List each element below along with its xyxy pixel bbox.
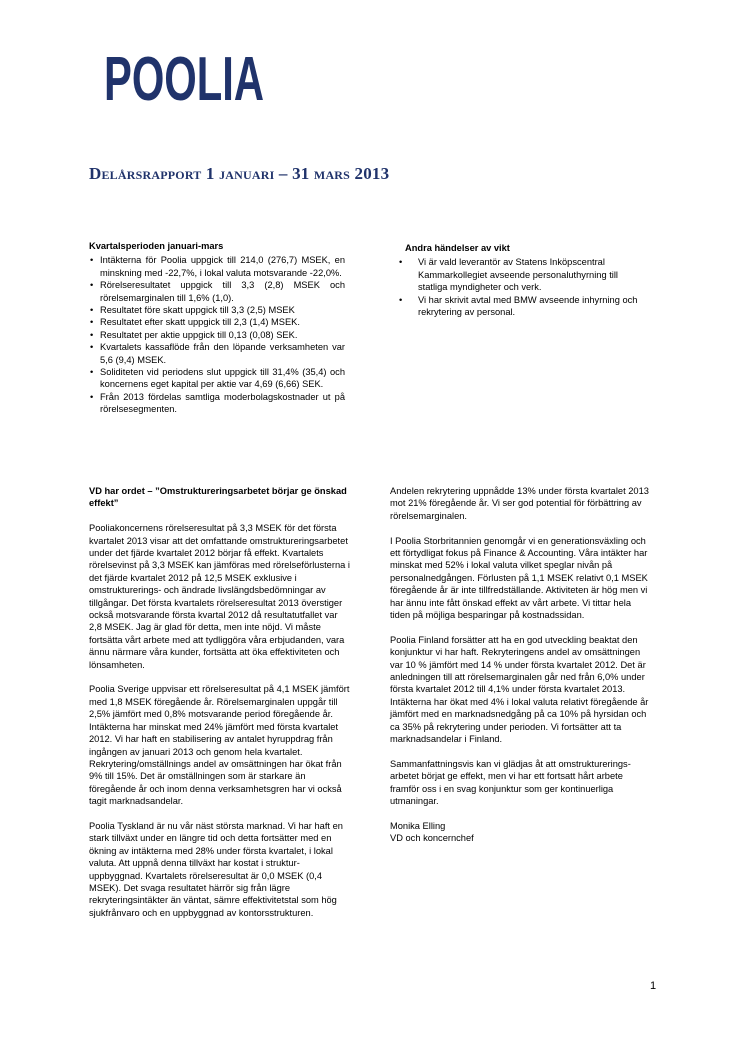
poolia-logo [104,44,266,114]
list-item: • Vi är vald leverantör av Statens Inköpscentral Kammarkollegiet avseende personaluthyrning till statliga myndigheter och verk. [399,256,649,293]
events-heading: Andra händelser av vikt [405,243,510,253]
ceo-right-column [390,485,652,845]
paragraph: Poolia Finland forsätter att ha en god utveckling beaktat den konjunktur vi har haft. Rekryteringens andel av omsättningen var 10 % jämfört med 14 % under första kvartalet 2012. Det är anledningen till att rörelsemarginalen går ned från 6,0% under första kvartalet 2012 till 4,1% under första kvartalet 2013. Intäkterna har ökat med 4% i lokal valuta relativt föregående år jämfört med en marknadsnedgång på ca 10% på hyrsidan och ca 35% på rekrytering under perioden. Vi fortsätter att ta marknadsandelar i Finland. [390,634,649,745]
list-item: • Resultatet per aktie uppgick till 0,13 (0,08) SEK. [89,329,345,341]
list-item: • Från 2013 fördelas samtliga moderbolagskostnader ut på rörelsesegmenten. [89,391,345,416]
paragraph: Pooliakoncernens rörelseresultat på 3,3 MSEK för det första kvartalet 2013 visar att det omfattande omstruktureringsarbetet under det fjärde kvartalet 2012 börjar få effekt. Kvartalets rörelsevinst på 3,3 MSEK kan jämföras med rörelseförlusterna i det fjärde kvartalet 2012 på 12,5 MSEK exklusive i omstrukturerings- och ändrade livslängdsbedömningar av tillgångar. Det första kvartalets rörelseresultat 2013 överstiger också motsvarande första kvartal 2012 då resultatutfallet var 2,8 MSEK. Jag är glad för detta, men inte nöjd. Vi måste fortsätta vårt arbete med att tydliggöra våra erbjudanden, vara ännu närmare våra kunder, fortsätta att öka effektiviteten och lönsamheten. [89,523,350,670]
list-item: • Vi har skrivit avtal med BMW avseende inhyrning och rekrytering av personal. [399,294,649,319]
list-item: • Rörelseresultatet uppgick till 3,3 (2,8) MSEK och rörelsemarginalen till 1,6% (1,0). [89,279,345,304]
list-item: • Resultatet före skatt uppgick till 3,3 (2,5) MSEK [89,304,345,316]
paragraph: I Poolia Storbritannien genomgår vi en generationsväxling och ett förtydligat fokus på Finance & Accounting. Våra intäkter har minskat med 52% i lokal valuta vilket speglar nivån på personalnedgången. Förlusten på 1,1 MSEK relativt 0,1 MSEK föregående år är inte tillfredställande. Aktiviteten är hög men vi har ännu inte fått önskad effekt av vårt arbete. Vi tittar hela tiden på möjliga besparingar på kostnadssidan. [390,535,648,621]
ceo-left-column [89,485,353,932]
list-item: • Soliditeten vid periodens slut uppgick till 31,4% (35,4) och koncernens eget kapital per aktie var 4,69 (6,66) SEK. [89,366,345,391]
events-section [399,242,649,318]
quarter-list [89,254,345,415]
list-item: • Kvartalets kassaflöde från den löpande verksamheten var 5,6 (9,4) MSEK. [89,341,345,366]
report-title: Delårsrapport 1 januari – 31 mars 2013 [89,164,390,183]
signature-name: Monika Elling [390,820,446,831]
list-item: • Intäkterna för Poolia uppgick till 214,0 (276,7) MSEK, en minskning med -22,7%, i lokal valuta motsvarande -22,0%. [89,254,345,279]
paragraph: Sammanfattningsvis kan vi glädjas åt att omstrukturerings-arbetet börjat ge effekt, men vi har ett fortsatt hårt arbete framför oss i en svag konjunktur som ger kontinuerliga utmaningar. [390,758,631,807]
events-list [399,256,649,318]
paragraph: Poolia Sverige uppvisar ett rörelseresultat på 4,1 MSEK jämfört med 1,8 MSEK föregående år. Rörelsemarginalen uppgår till 2,5% jämfört med 0,8% motsvarande period föregående år. Intäkterna har minskat med 24% jämfört med första kvartalet 2012. Vi har haft en stabilisering av antalet hyruppdrag från ingången av januari 2013 och genom hela kvartalet. Rekrytering/omställnings andel av omsättningen har ökat från 9% till 15%. Det är omställningen som är starkare än föregående år och inom denna verksamhetsgren har vi också tagit marknadsandelar. [89,684,350,807]
signature-role: VD och koncernchef [390,833,474,844]
page-number: 1 [650,980,657,992]
quarter-section [89,240,345,416]
paragraph: Andelen rekrytering uppnådde 13% under första kvartalet 2013 mot 21% föregående år. Vi ser god potential för förbättring av rörelsemarginalen. [390,486,649,521]
paragraph: Poolia Tyskland är nu vår näst största marknad. Vi har haft en stark tillväxt under en längre tid och detta fortsätter med en ökning av intäkterna med 28% under första kvartalet, i lokal valuta. Att uppnå denna tillväxt har kostat i struktur-uppbyggnad. Kvartalets rörelseresultat är 0,0 MSEK (0,4 MSEK). Det svaga resultatet härrör sig från lägre rekryteringsintäkter än väntat, sämre effektivitetstal som hög sjukfrånvaro och en uppbyggnad av kontorsstrukturen. [89,820,343,918]
list-item: • Resultatet efter skatt uppgick till 2,3 (1,4) MSEK. [89,316,345,328]
svg-text:POOLIA: POOLIA [104,45,264,114]
ceo-heading: VD har ordet – ”Omstruktureringsarbetet börjar ge önskad effekt” [89,486,347,509]
quarter-heading: Kvartalsperioden januari-mars [89,241,224,251]
